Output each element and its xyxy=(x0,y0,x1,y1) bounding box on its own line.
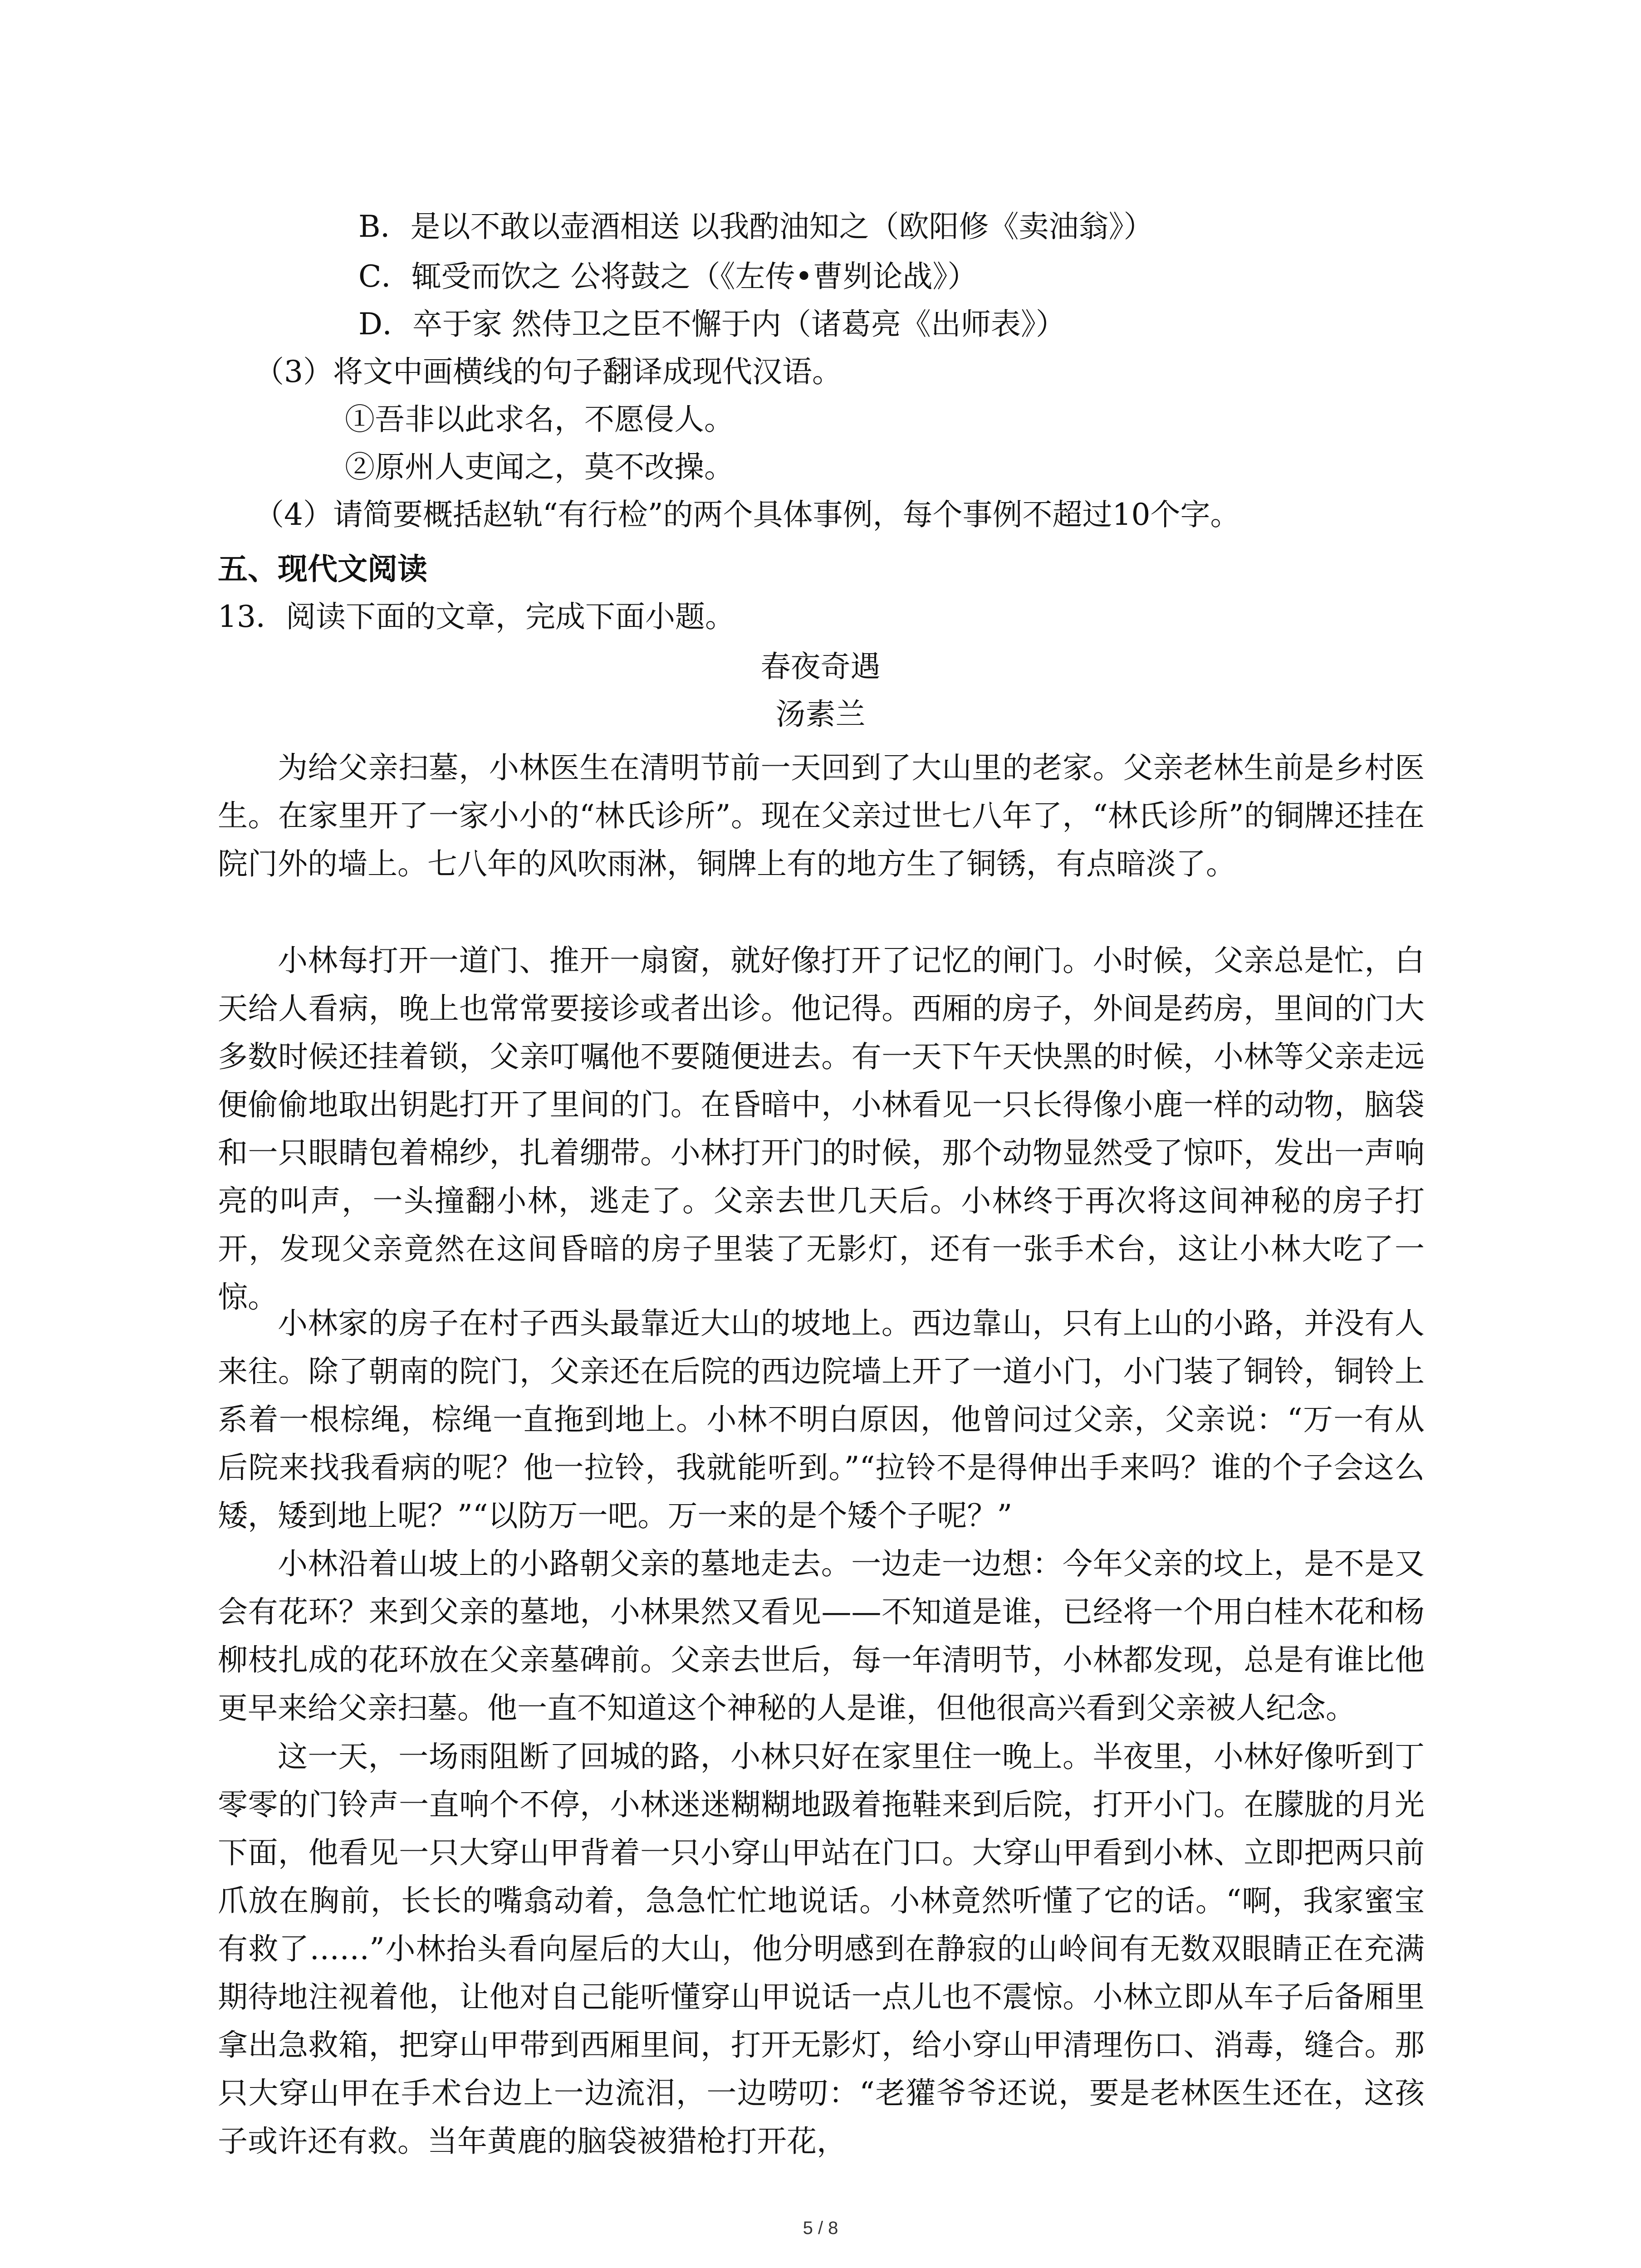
question-13-prompt: 13．阅读下面的文章，完成下面小题。 xyxy=(218,599,735,634)
sub-question-3: （3）将文中画横线的句子翻译成现代汉语。 xyxy=(254,354,842,389)
section-heading: 五、现代文阅读 xyxy=(218,552,427,587)
article-paragraph: 这一天，一场雨阻断了回城的路，小林只好在家里住一晚上。半夜里，小林好像听到丁零零的门铃声一直响个不停，小林迷迷糊糊地趿着拖鞋来到后院，打开小门。在朦胧的月光下面，他看见一只大穿山甲背着一只小穿山甲站在门口。大穿山甲看到小林、立即把两只前爪放在胸前，长长的嘴翕动着，急急忙忙地说话。小林竟然听懂了它的话。“啊，我家蜜宝有救了……”小林抬头看向屋后的大山，他分明感到在静寂的山岭间有无数双眼睛正在充满期待地注视着他，让他对自己能听懂穿山甲说话一点儿也不震惊。小林立即从车子后备厢里拿出急救箱，把穿山甲带到西厢里间，打开无影灯，给小穿山甲清理伤口、消毒，缝合。那只大穿山甲在手术台边上一边流泪，一边唠叨：“老獾爷爷还说，要是老林医生还在，这孩子或许还有救。当年黄鹿的脑袋被猎枪打开花， xyxy=(218,1739,1425,2159)
article-title: 春夜奇遇 xyxy=(760,649,881,684)
article-paragraph: 小林家的房子在村子西头最靠近大山的坡地上。西边靠山，只有上山的小路，并没有人来往。除了朝南的院门，父亲还在后院的西边院墙上开了一道小门，小门装了铜铃，铜铃上系着一根棕绳，棕绳一直拖到地上。小林不明白原因，他曾问过父亲，父亲说：“万一有从后院来找我看病的呢？他一拉铃，我就能听到。”“拉铃不是得伸出手来吗？谁的个子会这么矮，矮到地上呢？”“以防万一吧。万一来的是个矮个子呢？” xyxy=(218,1306,1425,1533)
sub-question-3-item-1: ①吾非以此求名，不愿侵人。 xyxy=(345,402,734,437)
page-number: 5 / 8 xyxy=(803,2218,838,2238)
article-paragraph: 小林每打开一道门、推开一扇窗，就好像打开了记忆的闸门。小时候，父亲总是忙，白天给人看病，晚上也常常要接诊或者出诊。他记得。西厢的房子，外间是药房，里间的门大多数时候还挂着锁，父亲叮嘱他不要随便进去。有一天下午天快黑的时候，小林等父亲走远便偷偷地取出钥匙打开了里间的门。在昏暗中，小林看见一只长得像小鹿一样的动物，脑袋和一只眼睛包着棉纱，扎着绷带。小林打开门的时候，那个动物显然受了惊吓，发出一声响亮的叫声，一头撞翻小林，逃走了。父亲去世几天后。小林终于再次将这间神秘的房子打开，发现父亲竟然在这间昏暗的房子里装了无影灯，还有一张手术台，这让小林大吃了一惊。 xyxy=(218,943,1425,1315)
option-d: D．卒于家 然侍卫之臣不懈于内（诸葛亮《出师表》） xyxy=(358,307,1066,342)
option-b: B．是以不敢以壶酒相送 以我酌油知之（欧阳修《卖油翁》） xyxy=(358,209,1154,244)
article-paragraph: 为给父亲扫墓，小林医生在清明节前一天回到了大山里的老家。父亲老林生前是乡村医生。在家里开了一家小小的“林氏诊所”。现在父亲过世七八年了，“林氏诊所”的铜牌还挂在院门外的墙上。七八年的风吹雨淋，铜牌上有的地方生了铜锈，有点暗淡了。 xyxy=(218,750,1425,881)
sub-question-3-item-2: ②原州人吏闻之，莫不改操。 xyxy=(345,450,734,484)
sub-question-4: （4）请简要概括赵轨“有行检”的两个具体事例，每个事例不超过10个字。 xyxy=(254,497,1240,532)
option-c: C．辄受而饮之 公将鼓之（《左传•曹刿论战》） xyxy=(358,259,978,294)
article-author: 汤素兰 xyxy=(775,697,866,732)
article-paragraph: 小林沿着山坡上的小路朝父亲的墓地走去。一边走一边想：今年父亲的坟上，是不是又会有花环？来到父亲的墓地，小林果然又看见——不知道是谁，已经将一个用白桂木花和杨柳枝扎成的花环放在父亲墓碑前。父亲去世后，每一年清明节，小林都发现，总是有谁比他更早来给父亲扫墓。他一直不知道这个神秘的人是谁，但他很高兴看到父亲被人纪念。 xyxy=(218,1546,1425,1725)
